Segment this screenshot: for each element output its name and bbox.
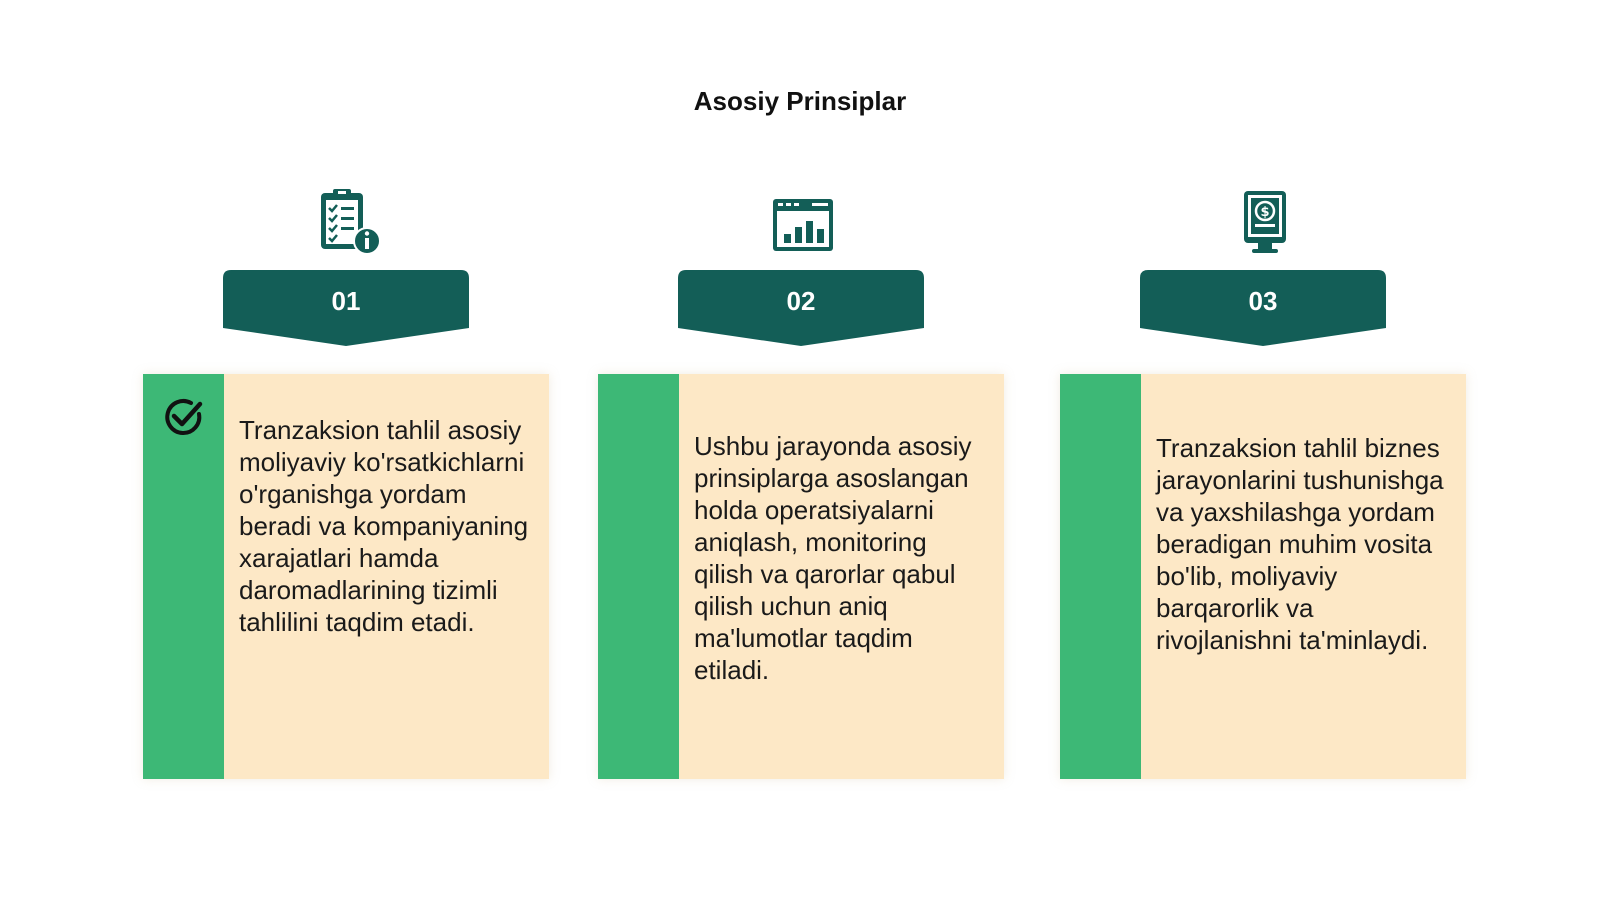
page-title: Asosiy Prinsiplar [693,86,907,116]
analytics-dashboard-icon [768,187,838,257]
card-accent-stripe [1060,374,1141,779]
principle-column-1 [143,0,553,900]
number-badge [223,270,469,346]
principle-column-2 [598,0,1008,900]
principle-card [143,374,549,779]
number-badge [678,270,924,346]
check-circle-icon [161,394,207,440]
card-accent-stripe [143,374,224,779]
principle-text: Tranzaksion tahlil biznes jarayonlarini tushunishga va yaxshilashga yordam beradigan muhim vosita bo'lib, moliyaviy barqarorlik va rivojlanishni ta'minlaydi. [1156,433,1444,655]
principle-text: Tranzaksion tahlil asosiy moliyaviy ko'rsatkichlarni o'rganishga yordam beradi va kompaniyaning xarajatlari hamda daromadlarining tizimli tahlilini taqdim etadi. [239,415,529,637]
number-label: 03 [1248,286,1278,316]
number-label: 02 [786,286,816,316]
svg-text:$: $ [1260,205,1270,220]
principle-column-3 [1060,0,1470,900]
principle-card [1060,374,1466,779]
number-badge [1140,270,1386,346]
finance-screen-icon [1230,187,1300,257]
principle-text: Ushbu jarayonda asosiy prinsiplarga asoslangan holda operatsiyalarni aniqlash, monitoring qilish va qarorlar qabul qilish uchun aniq ma'lumotlar taqdim etiladi. [694,431,972,685]
clipboard-checklist-info-icon [313,187,383,257]
principle-card [598,374,1004,779]
card-accent-stripe [598,374,679,779]
number-label: 01 [331,286,361,316]
